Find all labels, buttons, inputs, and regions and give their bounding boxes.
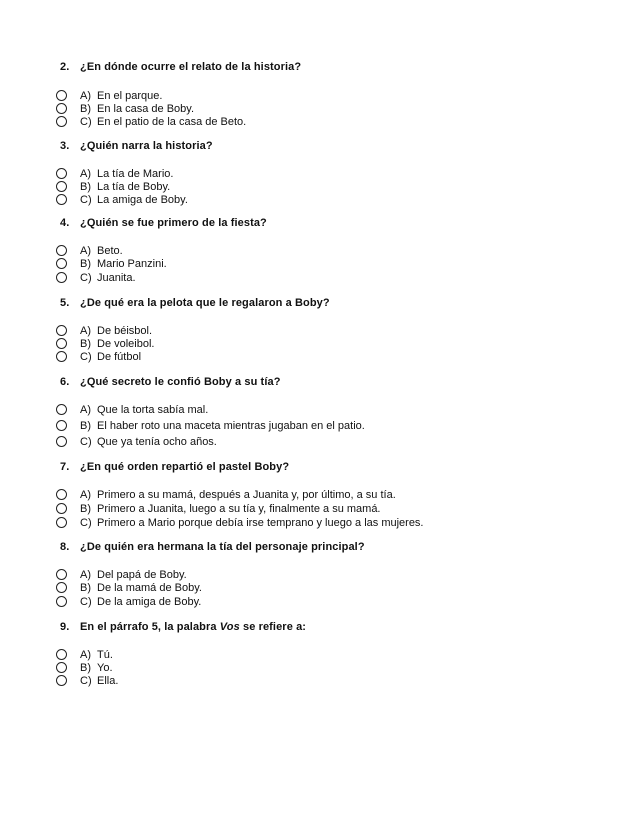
- answer-option-7a[interactable]: [0, 489, 638, 502]
- question-number: 9.: [60, 621, 70, 633]
- answer-option-4a[interactable]: [0, 245, 638, 258]
- question-6: [0, 376, 638, 392]
- question-heading: [0, 140, 638, 156]
- question-text: ¿En qué orden repartió el pastel Boby?: [80, 461, 290, 473]
- option-letter: A): [80, 245, 91, 257]
- option-letter: A): [80, 649, 91, 661]
- option-letter: C): [80, 194, 92, 206]
- option-text: Primero a su mamá, después a Juanita y, por último, a su tía.: [97, 489, 396, 501]
- question-text: ¿De qué era la pelota que le regalaron a Boby?: [80, 297, 330, 309]
- radio-circle-icon[interactable]: [56, 404, 67, 415]
- question-number: 3.: [60, 140, 70, 152]
- option-text: El haber roto una maceta mientras jugaban en el patio.: [97, 420, 365, 432]
- question-7: [0, 461, 638, 477]
- radio-circle-icon[interactable]: [56, 649, 67, 660]
- option-letter: A): [80, 489, 91, 501]
- radio-circle-icon[interactable]: [56, 662, 67, 673]
- question-9: [0, 621, 638, 637]
- answer-option-3b[interactable]: [0, 181, 638, 194]
- radio-circle-icon[interactable]: [56, 420, 67, 431]
- question-number: 8.: [60, 541, 70, 553]
- option-text: En el patio de la casa de Beto.: [97, 116, 247, 128]
- option-text: De béisbol.: [97, 325, 153, 337]
- question-heading: [0, 461, 638, 477]
- question-text: ¿De quién era hermana la tía del personaje principal?: [80, 541, 365, 553]
- answer-option-7c[interactable]: [0, 517, 638, 530]
- option-text: Beto.: [97, 245, 123, 257]
- question-text-after: se refiere a:: [239, 621, 307, 633]
- answer-option-6b[interactable]: [0, 420, 638, 433]
- radio-circle-icon[interactable]: [56, 582, 67, 593]
- question-number: 5.: [60, 297, 70, 309]
- option-text: De la amiga de Boby.: [97, 596, 202, 608]
- question-number: 6.: [60, 376, 70, 388]
- answer-option-4c[interactable]: [0, 272, 638, 285]
- option-letter: A): [80, 569, 91, 581]
- answer-option-2c[interactable]: [0, 116, 638, 129]
- question-text-before: En el párrafo 5, la palabra: [80, 621, 220, 633]
- question-8: [0, 541, 638, 557]
- radio-circle-icon[interactable]: [56, 436, 67, 447]
- option-text: Que la torta sabía mal.: [97, 404, 209, 416]
- option-text: Juanita.: [97, 272, 136, 284]
- answer-option-3a[interactable]: [0, 168, 638, 181]
- question-number: 7.: [60, 461, 70, 473]
- option-letter: C): [80, 675, 92, 687]
- question-heading: [0, 376, 638, 392]
- answer-option-5a[interactable]: [0, 325, 638, 338]
- answer-option-6c[interactable]: [0, 436, 638, 449]
- question-text: ¿Quién narra la historia?: [80, 140, 213, 152]
- question-5: [0, 297, 638, 313]
- option-text: Ella.: [97, 675, 119, 687]
- option-text: Yo.: [97, 662, 113, 674]
- question-text: ¿En dónde ocurre el relato de la historia?: [80, 61, 302, 73]
- option-text: La amiga de Boby.: [97, 194, 188, 206]
- option-letter: B): [80, 503, 91, 515]
- question-number: 4.: [60, 217, 70, 229]
- radio-circle-icon[interactable]: [56, 569, 67, 580]
- option-text: Primero a Mario porque debía irse temprano y luego a las mujeres.: [97, 517, 424, 529]
- option-letter: C): [80, 351, 92, 363]
- question-text-emphasis: Vos: [219, 621, 240, 633]
- option-text: La tía de Boby.: [97, 181, 171, 193]
- answer-option-5b[interactable]: [0, 338, 638, 351]
- question-heading: [0, 61, 638, 77]
- question-3: [0, 140, 638, 156]
- radio-circle-icon[interactable]: [56, 503, 67, 514]
- answer-option-5c[interactable]: [0, 351, 638, 364]
- radio-circle-icon[interactable]: [56, 338, 67, 349]
- option-text: La tía de Mario.: [97, 168, 174, 180]
- answer-option-2b[interactable]: [0, 103, 638, 116]
- answer-option-9c[interactable]: [0, 675, 638, 688]
- option-text: De fútbol: [97, 351, 142, 363]
- radio-circle-icon[interactable]: [56, 103, 67, 114]
- question-text: [80, 621, 306, 633]
- answer-option-3c[interactable]: [0, 194, 638, 207]
- radio-circle-icon[interactable]: [56, 116, 67, 127]
- option-letter: B): [80, 181, 91, 193]
- radio-circle-icon[interactable]: [56, 675, 67, 686]
- option-text: Del papá de Boby.: [97, 569, 187, 581]
- question-heading: [0, 297, 638, 313]
- question-4: [0, 217, 638, 233]
- radio-circle-icon[interactable]: [56, 181, 67, 192]
- answer-option-8c[interactable]: [0, 596, 638, 609]
- question-heading: [0, 621, 638, 637]
- option-letter: C): [80, 436, 92, 448]
- radio-circle-icon[interactable]: [56, 325, 67, 336]
- answer-option-8b[interactable]: [0, 582, 638, 595]
- option-letter: B): [80, 258, 91, 270]
- option-letter: A): [80, 325, 91, 337]
- option-letter: A): [80, 90, 91, 102]
- radio-circle-icon[interactable]: [56, 245, 67, 256]
- radio-circle-icon[interactable]: [56, 272, 67, 283]
- option-text: De voleibol.: [97, 338, 155, 350]
- question-text: ¿Qué secreto le confió Boby a su tía?: [80, 376, 281, 388]
- question-heading: [0, 541, 638, 557]
- answer-option-9a[interactable]: [0, 649, 638, 662]
- answer-option-2a[interactable]: [0, 90, 638, 103]
- option-text: Primero a Juanita, luego a su tía y, finalmente a su mamá.: [97, 503, 381, 515]
- question-number: 2.: [60, 61, 70, 73]
- radio-circle-icon[interactable]: [56, 351, 67, 362]
- radio-circle-icon[interactable]: [56, 168, 67, 179]
- option-letter: C): [80, 596, 92, 608]
- question-heading: [0, 217, 638, 233]
- radio-circle-icon[interactable]: [56, 194, 67, 205]
- option-text: Mario Panzini.: [97, 258, 167, 270]
- radio-circle-icon[interactable]: [56, 596, 67, 607]
- option-text: En el parque.: [97, 90, 163, 102]
- option-letter: B): [80, 338, 91, 350]
- option-letter: C): [80, 517, 92, 529]
- option-letter: C): [80, 272, 92, 284]
- option-letter: C): [80, 116, 92, 128]
- radio-circle-icon[interactable]: [56, 90, 67, 101]
- option-text: En la casa de Boby.: [97, 103, 195, 115]
- option-letter: B): [80, 420, 91, 432]
- radio-circle-icon[interactable]: [56, 258, 67, 269]
- answer-option-4b[interactable]: [0, 258, 638, 271]
- answer-option-9b[interactable]: [0, 662, 638, 675]
- option-text: De la mamá de Boby.: [97, 582, 202, 594]
- question-text: ¿Quién se fue primero de la fiesta?: [80, 217, 267, 229]
- option-letter: B): [80, 662, 91, 674]
- option-text: Que ya tenía ocho años.: [97, 436, 217, 448]
- answer-option-8a[interactable]: [0, 569, 638, 582]
- answer-option-6a[interactable]: [0, 404, 638, 417]
- option-text: Tú.: [97, 649, 113, 661]
- option-letter: A): [80, 168, 91, 180]
- option-letter: A): [80, 404, 91, 416]
- option-letter: B): [80, 582, 91, 594]
- question-2: [0, 61, 638, 77]
- radio-circle-icon[interactable]: [56, 517, 67, 528]
- option-letter: B): [80, 103, 91, 115]
- answer-option-7b[interactable]: [0, 503, 638, 516]
- radio-circle-icon[interactable]: [56, 489, 67, 500]
